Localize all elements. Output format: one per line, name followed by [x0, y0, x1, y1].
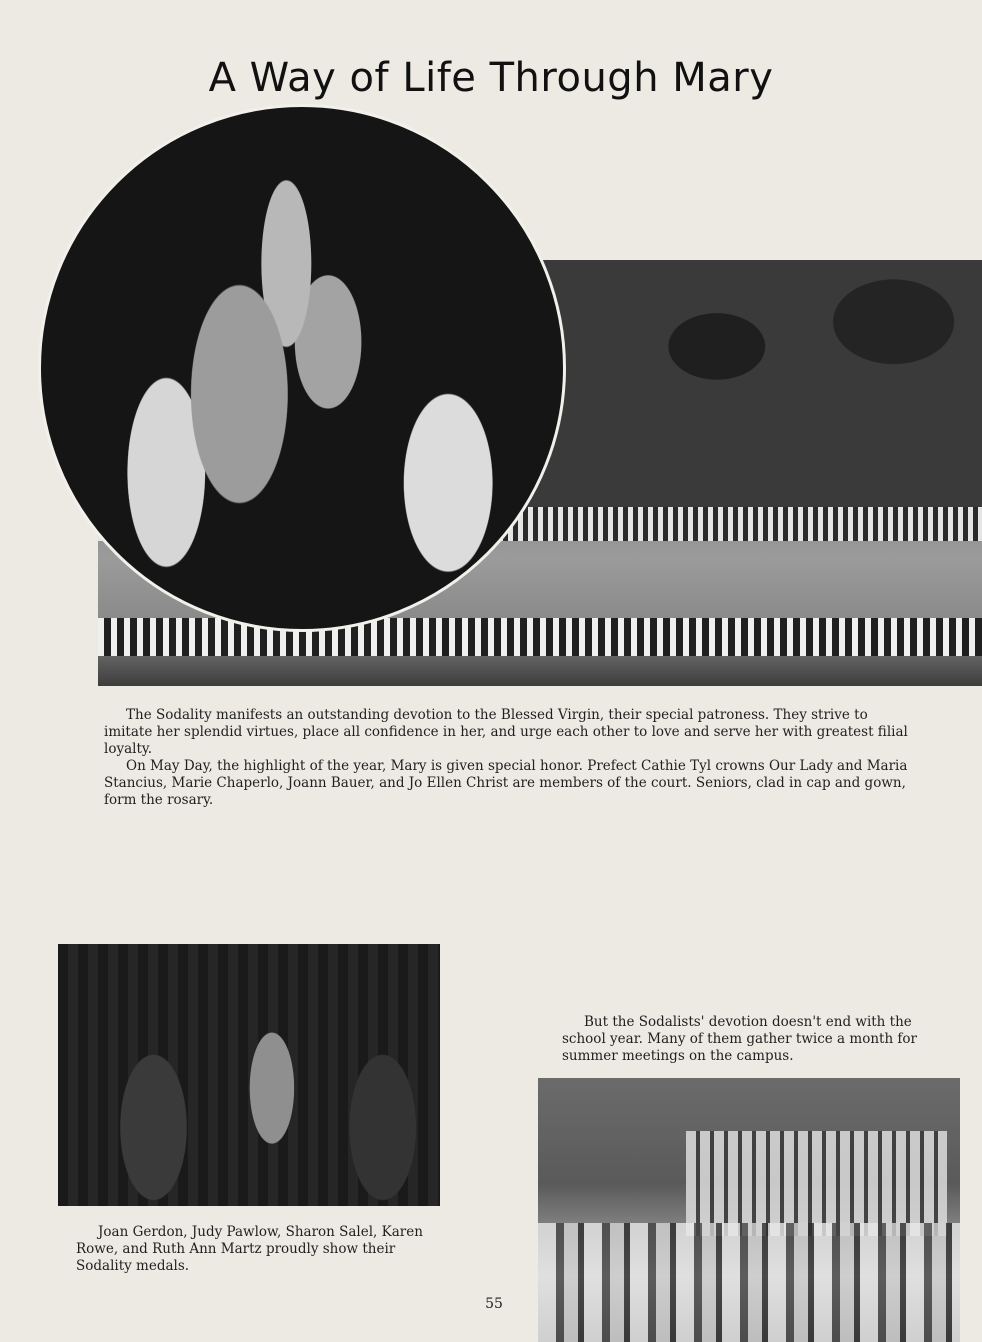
main-caption-paragraph-2: On May Day, the highlight of the year, Mary is given special honor. Prefect Cathie Tyl crowns Our Lady and Maria Stancius, Marie Chaperlo, Joann Bauer, and Jo Ellen Christ are members of the court. Seniors, clad in cap and gown, form the rosary.: [104, 758, 908, 808]
may-court-circle-photo: [38, 104, 566, 632]
summer-meeting-photo: [538, 1078, 960, 1342]
page-number: 55: [485, 1296, 503, 1312]
students-front-row: [98, 618, 982, 656]
summer-caption: But the Sodalists' devotion doesn't end with the school year. Many of them gather twice a month for summer meetings on the campus.: [562, 1014, 918, 1064]
medals-caption: Joan Gerdon, Judy Pawlow, Sharon Salel, Karen Rowe, and Ruth Ann Martz proudly show their Sodality medals.: [76, 1224, 423, 1274]
main-caption-paragraph-1: The Sodality manifests an outstanding devotion to the Blessed Virgin, their special patroness. They strive to imitate her splendid virtues, place all confidence in her, and urge each other to love and serve her with greatest filial loyalty.: [104, 707, 908, 757]
sodality-medals-photo: [58, 944, 440, 1206]
main-caption: [104, 707, 914, 809]
seated-group: [538, 1223, 960, 1342]
page-title: A Way of Life Through Mary: [208, 54, 774, 101]
building-windows: [686, 1131, 948, 1237]
